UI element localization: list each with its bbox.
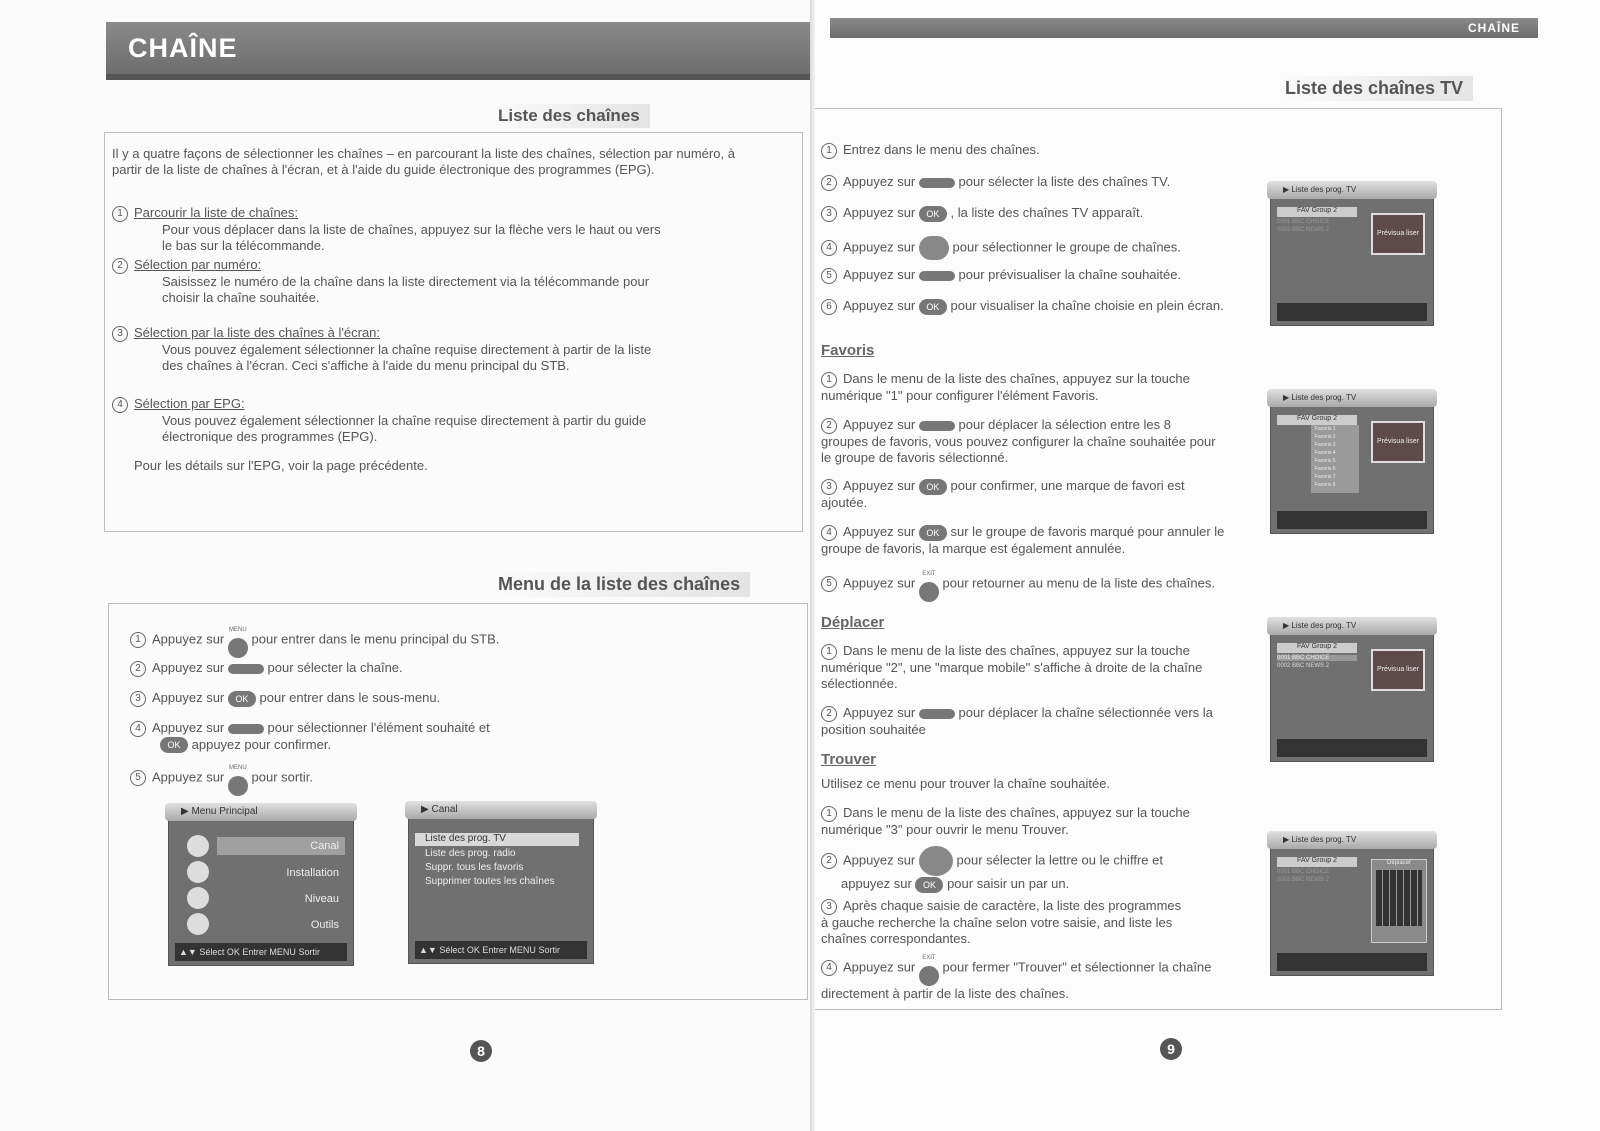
screen-title: Liste des prog. TV <box>1291 185 1357 194</box>
number-4: 4 <box>821 525 837 541</box>
step-post: pour déplacer la sélection entre les 8 groupes de favoris, vous pouvez configurer la chaîne souhaitée pour le groupe de favoris sélectionné. <box>821 417 1216 465</box>
screen-footer <box>1277 953 1427 971</box>
step-pre: Appuyez sur <box>843 205 916 220</box>
number-2: 2 <box>821 853 837 869</box>
number-2: 2 <box>130 661 146 677</box>
step-pre: Appuyez sur <box>843 417 916 432</box>
menu-button-icon <box>228 760 248 796</box>
step-post3: pour saisir un par un. <box>947 876 1070 891</box>
step-pre: Appuyez sur <box>152 690 225 705</box>
dep-step-2 <box>821 705 1221 738</box>
fav-step-3 <box>821 478 1221 511</box>
footer-select: Sélect <box>439 945 465 955</box>
screen-title: Liste des prog. TV <box>1291 393 1357 402</box>
group-selector[interactable]: FAV Group 2 <box>1277 643 1357 653</box>
step-post: pour retourner au menu de la liste des chaînes. <box>942 575 1215 591</box>
tv-step-5 <box>821 267 1181 284</box>
step-pre: Appuyez sur <box>843 575 916 591</box>
screen-title: Liste des prog. TV <box>1291 835 1357 844</box>
number-1: 1 <box>821 372 837 388</box>
tools-icon <box>187 913 209 935</box>
screen-header: ▶ Canal <box>405 801 597 819</box>
channel-icon <box>187 835 209 857</box>
channel-row[interactable]: 0002 BBC NEWS 2 <box>1277 877 1330 883</box>
footer-select: Sélect <box>199 947 225 957</box>
keyboard-grid[interactable] <box>1376 870 1422 926</box>
number-6: 6 <box>821 299 837 315</box>
footer-menu: MENU <box>269 947 296 957</box>
screen-header: ▶ Menu Principal <box>165 803 357 821</box>
step-pre: Appuyez sur <box>843 298 916 313</box>
step-pre: Appuyez sur <box>843 239 916 255</box>
step-pre: Appuyez sur <box>843 959 916 975</box>
step-text: Dans le menu de la liste des chaînes, appuyez sur la touche numérique "3" pour ouvrir le menu Trouver. <box>821 805 1190 837</box>
step-text: Dans le menu de la liste des chaînes, appuyez sur la touche numérique "1" pour configurer l'élément Favoris. <box>821 371 1190 403</box>
channel-row[interactable]: 0002 BBC NEWS 2 <box>1277 227 1330 233</box>
step-post: , la liste des chaînes TV apparaît. <box>950 205 1144 220</box>
step-pre: Appuyez sur <box>843 852 916 868</box>
section-title-liste: Liste des chaînes <box>488 104 650 128</box>
number-1: 1 <box>821 644 837 660</box>
fav-item[interactable]: Favoris 3 <box>1315 442 1336 448</box>
page-number-right: 9 <box>1160 1038 1182 1060</box>
fav-item[interactable]: Favoris 4 <box>1315 450 1336 456</box>
round-button-icon <box>228 638 248 658</box>
fav-item[interactable]: Favoris 6 <box>1315 466 1336 472</box>
dpad-icon <box>919 846 953 876</box>
step-pre: Appuyez sur <box>152 660 225 675</box>
menu-item-delete-favs[interactable]: Suppr. tous les favoris <box>425 862 524 873</box>
step-post: pour sélectionner l'élément souhaité et <box>267 720 490 735</box>
menu-step-5 <box>130 760 313 796</box>
step-post: pour confirmer, une marque de favori est ajoutée. <box>821 478 1185 510</box>
step-pre: Appuyez sur <box>152 769 225 785</box>
menu-item-tv-list[interactable]: Liste des prog. TV <box>425 833 506 844</box>
number-4: 4 <box>821 240 837 256</box>
step-post: pour prévisualiser la chaîne souhaitée. <box>958 267 1182 282</box>
method-1 <box>112 205 672 254</box>
number-5: 5 <box>821 268 837 284</box>
step-post: pour entrer dans le sous-menu. <box>259 690 441 705</box>
ok-button-icon: OK <box>919 206 947 222</box>
button-label: MENU <box>229 627 247 633</box>
step-pre: Appuyez sur <box>843 478 916 493</box>
screen-footer: ▲▼ Sélect OK Entrer MENU Sortir <box>175 943 347 961</box>
epg-note: Pour les détails sur l'EPG, voir la page précédente. <box>134 458 428 473</box>
screen-title: Menu Principal <box>191 806 258 817</box>
step-post: pour visualiser la chaîne choisie en plein écran. <box>950 298 1224 313</box>
button-label: EXIT <box>922 955 936 961</box>
step-post: pour déplacer la chaîne sélectionnée vers la position souhaitée <box>821 705 1213 737</box>
find-title: Déplacer <box>1386 860 1411 866</box>
number-1: 1 <box>112 206 128 222</box>
fav-item[interactable]: Favoris 5 <box>1315 458 1336 464</box>
ok-button-icon: OK <box>919 299 947 315</box>
step-pre: Appuyez sur <box>152 631 225 647</box>
method-2-title: Sélection par numéro: <box>134 257 262 272</box>
method-4 <box>112 396 672 445</box>
step-post: sur le groupe de favoris marqué pour annuler le groupe de favoris, la marque est également annulée. <box>821 524 1225 556</box>
tv-step-6 <box>821 298 1224 315</box>
footer-exit: Sortir <box>538 945 560 955</box>
deplacer-title: Déplacer <box>821 614 885 631</box>
screen-footer: ▲▼ Sélect OK Entrer MENU Sortir <box>415 941 587 959</box>
preview-window: Prévisua liser <box>1371 649 1425 691</box>
footer-exit: Sortir <box>298 947 320 957</box>
number-2: 2 <box>821 175 837 191</box>
screen-footer <box>1277 303 1427 321</box>
tr-step-1 <box>821 805 1211 838</box>
screen-header: ▶ Liste des prog. TV <box>1267 389 1437 407</box>
method-4-body: Vous pouvez également sélectionner la chaîne requise directement à partir du guide électronique des programmes (EPG). <box>162 412 647 444</box>
step-pre: Appuyez sur <box>843 267 916 282</box>
step-text: Entrez dans le menu des chaînes. <box>843 142 1040 157</box>
trouver-title: Trouver <box>821 751 877 768</box>
method-3 <box>112 325 672 374</box>
screen-title: Liste des prog. TV <box>1291 621 1357 630</box>
menu-step-2 <box>130 660 403 677</box>
step-pre: Appuyez sur <box>843 174 916 189</box>
step-post: pour sortir. <box>251 769 313 785</box>
step-post2: appuyez pour confirmer. <box>191 736 332 752</box>
tr-step-2 <box>821 846 1221 893</box>
screen-canal <box>408 804 594 964</box>
group-selector[interactable]: FAV Group 2 <box>1277 415 1357 425</box>
menu-step-1 <box>130 622 499 658</box>
round-button-icon <box>228 776 248 796</box>
favorites-list <box>1311 425 1359 493</box>
intro-text: Il y a quatre façons de sélectionner les chaînes – en parcourant la liste des chaînes, sélection par numéro, à partir de la liste de chaînes à l'écran, et à l'aide du guide électronique des programmes (EPG). <box>112 146 735 177</box>
menu-item-delete-all[interactable]: Supprimer toutes les chaînes <box>425 876 555 887</box>
round-button-icon <box>919 582 939 602</box>
up-down-arrows-icon <box>919 178 955 188</box>
trouver-intro: Utilisez ce menu pour trouver la chaîne souhaitée. <box>821 776 1111 791</box>
menu-item-radio-list[interactable]: Liste des prog. radio <box>425 848 516 859</box>
footer-ok: OK <box>466 945 480 955</box>
fav-step-2 <box>821 417 1221 466</box>
method-4-title: Sélection par EPG: <box>134 396 245 411</box>
page-number-left: 8 <box>470 1040 492 1062</box>
number-3: 3 <box>821 479 837 495</box>
step-post: pour entrer dans le menu principal du STB. <box>251 631 500 647</box>
section-title-menu: Menu de la liste des chaînes <box>488 572 750 597</box>
find-panel <box>1371 859 1427 943</box>
number-5: 5 <box>821 576 837 592</box>
screen-title: Canal <box>431 804 458 815</box>
method-3-body: Vous pouvez également sélectionner la chaîne requise directement à partir de la liste des chaînes à l'écran. Ceci s'affiche à l'aide du menu principal du STB. <box>162 341 652 373</box>
step-pre: Appuyez sur <box>843 705 916 720</box>
number-3: 3 <box>112 326 128 342</box>
fav-item[interactable]: Favoris 1 <box>1315 426 1336 432</box>
step-post: pour sélectionner le groupe de chaînes. <box>952 239 1181 255</box>
footer-menu: MENU <box>509 945 536 955</box>
group-selector[interactable]: FAV Group 2 <box>1277 207 1357 217</box>
screen-tv-list-1 <box>1270 185 1434 326</box>
channel-row[interactable]: 0001 BBC CHOICE <box>1277 219 1330 225</box>
exit-button-icon <box>919 566 939 602</box>
screen-footer <box>1277 511 1427 529</box>
footer-enter: Entrer <box>482 945 507 955</box>
number-5: 5 <box>130 770 146 786</box>
step-post: pour fermer "Trouver" et sélectionner la chaîne directement à partir de la liste des chaînes. <box>821 959 1212 1001</box>
up-down-arrows-icon <box>919 271 955 281</box>
screen-header: ▶ Liste des prog. TV <box>1267 617 1437 635</box>
step-post2: appuyez sur <box>841 876 912 891</box>
number-1: 1 <box>821 806 837 822</box>
number-4: 4 <box>821 960 837 976</box>
screen-header: ▶ Liste des prog. TV <box>1267 831 1437 849</box>
menu-item-canal[interactable]: Canal <box>310 840 339 852</box>
ok-button-icon: OK <box>919 525 947 541</box>
menu-item-outils[interactable]: Outils <box>310 919 339 931</box>
screen-menu-principal <box>168 806 354 966</box>
number-2: 2 <box>112 258 128 274</box>
menu-item-installation[interactable]: Installation <box>286 867 339 879</box>
tv-step-1 <box>821 142 1040 159</box>
exit-button-icon <box>919 950 939 986</box>
preview-window: Prévisua liser <box>1371 421 1425 463</box>
step-text: Après chaque saisie de caractère, la liste des programmes à gauche recherche la chaîne selon votre saisie, and liste les chaînes correspondantes. <box>821 898 1182 946</box>
preview-window: Prévisua liser <box>1371 213 1425 255</box>
number-4: 4 <box>112 397 128 413</box>
step-post: pour sélecter la liste des chaînes TV. <box>958 174 1171 189</box>
menu-step-4 <box>130 720 490 753</box>
step-pre: Appuyez sur <box>152 720 225 735</box>
up-down-arrows-icon <box>228 664 264 674</box>
installation-icon <box>187 861 209 883</box>
header-label: CHAÎNE <box>830 18 1538 38</box>
number-3: 3 <box>821 899 837 915</box>
button-label: EXIT <box>922 571 936 577</box>
dep-step-1 <box>821 643 1211 692</box>
step-post: pour sélecter la chaîne. <box>267 660 403 675</box>
menu-item-niveau[interactable]: Niveau <box>304 893 339 905</box>
number-1: 1 <box>130 632 146 648</box>
favoris-title: Favoris <box>821 342 875 359</box>
ok-button-icon: OK <box>919 479 947 495</box>
number-4: 4 <box>130 721 146 737</box>
up-down-arrows-icon <box>228 724 264 734</box>
menu-step-3 <box>130 690 440 707</box>
number-3: 3 <box>821 206 837 222</box>
group-selector[interactable]: FAV Group 2 <box>1277 857 1357 867</box>
right-page <box>815 0 1600 1131</box>
method-1-body: Pour vous déplacer dans la liste de chaînes, appuyez sur la flèche vers le haut ou vers le bas sur la télécommande. <box>162 221 661 253</box>
step-text: Dans le menu de la liste des chaînes, appuyez sur la touche numérique "2", une "marque mobile" s'affiche à droite de la chaîne sélectionnée. <box>821 643 1203 691</box>
section-title-tv: Liste des chaînes TV <box>1275 76 1473 101</box>
step-post: pour sélecter la lettre ou le chiffre et <box>956 852 1163 868</box>
tv-step-3 <box>821 205 1143 222</box>
step-pre: Appuyez sur <box>843 524 916 539</box>
fav-step-1 <box>821 371 1221 404</box>
tr-step-3 <box>821 898 1191 947</box>
button-label: MENU <box>229 765 247 771</box>
tv-step-2 <box>821 174 1170 191</box>
up-down-arrows-icon <box>919 421 955 431</box>
channel-row[interactable]: 0001 BBC CHOICE <box>1277 869 1330 875</box>
menu-button-icon <box>228 622 248 658</box>
screen-header: ▶ Liste des prog. TV <box>1267 181 1437 199</box>
round-button-icon <box>919 966 939 986</box>
up-down-arrows-icon <box>919 709 955 719</box>
screen-tv-list-find <box>1270 835 1434 976</box>
fav-step-4 <box>821 524 1231 557</box>
screen-tv-list-fav <box>1270 393 1434 534</box>
method-1-title: Parcourir la liste de chaînes: <box>134 205 299 220</box>
screen-footer <box>1277 739 1427 757</box>
ok-button-icon: OK <box>228 691 256 707</box>
fav-item[interactable]: Favoris 7 <box>1315 474 1336 480</box>
chapter-title: CHAÎNE <box>106 22 814 74</box>
footer-ok: OK <box>226 947 240 957</box>
tv-step-4 <box>821 236 1181 260</box>
fav-item[interactable]: Favoris 8 <box>1315 482 1336 488</box>
method-3-title: Sélection par la liste des chaînes à l'écran: <box>134 325 381 340</box>
left-right-arrows-icon <box>919 236 949 260</box>
number-1: 1 <box>821 143 837 159</box>
ok-button-icon: OK <box>915 877 943 893</box>
number-2: 2 <box>821 418 837 434</box>
fav-item[interactable]: Favoris 2 <box>1315 434 1336 440</box>
screen-tv-list-move <box>1270 621 1434 762</box>
number-2: 2 <box>821 706 837 722</box>
method-2 <box>112 257 672 306</box>
number-3: 3 <box>130 691 146 707</box>
tr-step-4 <box>821 950 1221 1002</box>
channel-row[interactable]: 0001 BBC CHOICE <box>1277 655 1357 661</box>
level-icon <box>187 887 209 909</box>
ok-button-icon: OK <box>160 737 188 753</box>
fav-step-5 <box>821 566 1261 602</box>
footer-enter: Entrer <box>242 947 267 957</box>
channel-row[interactable]: 0002 BBC NEWS 2 <box>1277 663 1330 669</box>
method-2-body: Saisissez le numéro de la chaîne dans la liste directement via la télécommande pour choisir la chaîne souhaitée. <box>162 273 650 305</box>
